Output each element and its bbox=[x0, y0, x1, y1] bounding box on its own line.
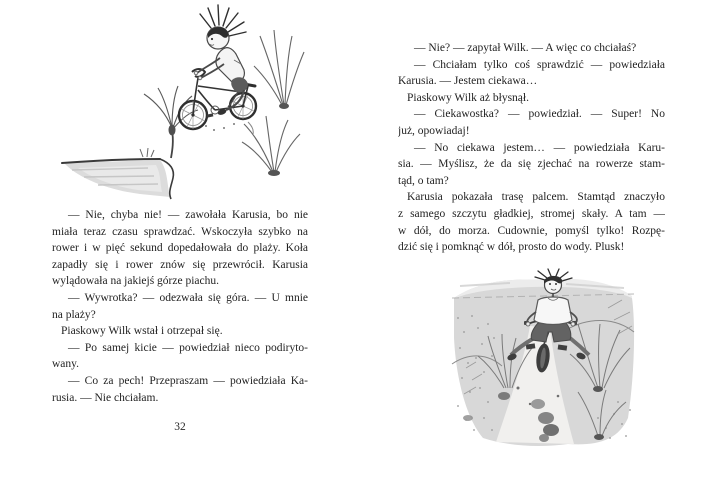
right-page-text bbox=[398, 40, 665, 256]
text-line: dzić się i pomknąć w dół, prosto do wody. Plusk! bbox=[398, 241, 625, 254]
text-line: wany. bbox=[52, 358, 80, 371]
text-line: wylądowała na jakiejś górze piachu. bbox=[52, 275, 220, 288]
left-page-text bbox=[52, 207, 308, 406]
text-line: — No ciekawa jestem… — powiedziała Karu- bbox=[414, 141, 665, 154]
bicycle bbox=[179, 69, 256, 129]
text-line: — Wywrotka? — odezwała się góra. — U mnie bbox=[68, 291, 308, 304]
text-line: sia. — Myślisz, że da się zjechać na rowerze stam- bbox=[398, 158, 665, 171]
grass-tuft bbox=[144, 86, 198, 158]
text-line: Karusia pokazała trasę palcem. Stamtąd znaczyło bbox=[407, 191, 665, 204]
text-line: Karusia. — Jestem ciekawa… bbox=[398, 75, 538, 88]
text-line: — Nie? — zapytał Wilk. — A więc co chciałaś? bbox=[414, 42, 637, 54]
text-line: miała teraz czasu sprawdzać. Wskoczyła szybko na bbox=[52, 225, 308, 238]
child-rider bbox=[194, 5, 248, 116]
text-line: — Nie, chyba nie! — zawołała Karusia, bo nie bbox=[68, 209, 308, 221]
text-line: — Chciałam tylko coś sprawdzić — powiedziała bbox=[414, 58, 665, 71]
text-line: na plaży? bbox=[52, 308, 96, 321]
text-line: — Po samej kicie — powiedział nieco podiryto- bbox=[68, 341, 308, 354]
text-line: rusia. — Nie chciałam. bbox=[52, 391, 159, 404]
text-line: — Co za pech! Przepraszam — powiedziała Ka- bbox=[68, 374, 308, 387]
text-line: już, opowiadaj! bbox=[398, 124, 470, 137]
text-line: Piaskowy Wilk wstał i otrzepał się. bbox=[61, 325, 223, 338]
child-on-bicycle-in-sand-dunes-icon bbox=[448, 268, 638, 448]
text-line: zapadły się i rower znów się przewrócił. Karusia bbox=[52, 258, 308, 271]
text-line: z samego szczytu gładkiej, stromej skały. A tam — bbox=[398, 207, 665, 220]
text-line: tąd, o tam? bbox=[398, 174, 449, 187]
child-on-bicycle-at-cliff-edge-icon bbox=[48, 2, 363, 208]
text-line: w dół, do morza. Cudownie, pomyśl tylko! Rozpę- bbox=[398, 224, 665, 237]
cliff bbox=[62, 148, 173, 199]
page-number: 32 bbox=[174, 421, 186, 433]
text-line: rower i w pięć sekund dopedałowała do plaży. Koła bbox=[52, 242, 308, 255]
text-line: Piaskowy Wilk aż błysnął. bbox=[407, 91, 529, 104]
text-line: — Ciekawostka? — powiedział. — Super! No bbox=[414, 108, 665, 121]
